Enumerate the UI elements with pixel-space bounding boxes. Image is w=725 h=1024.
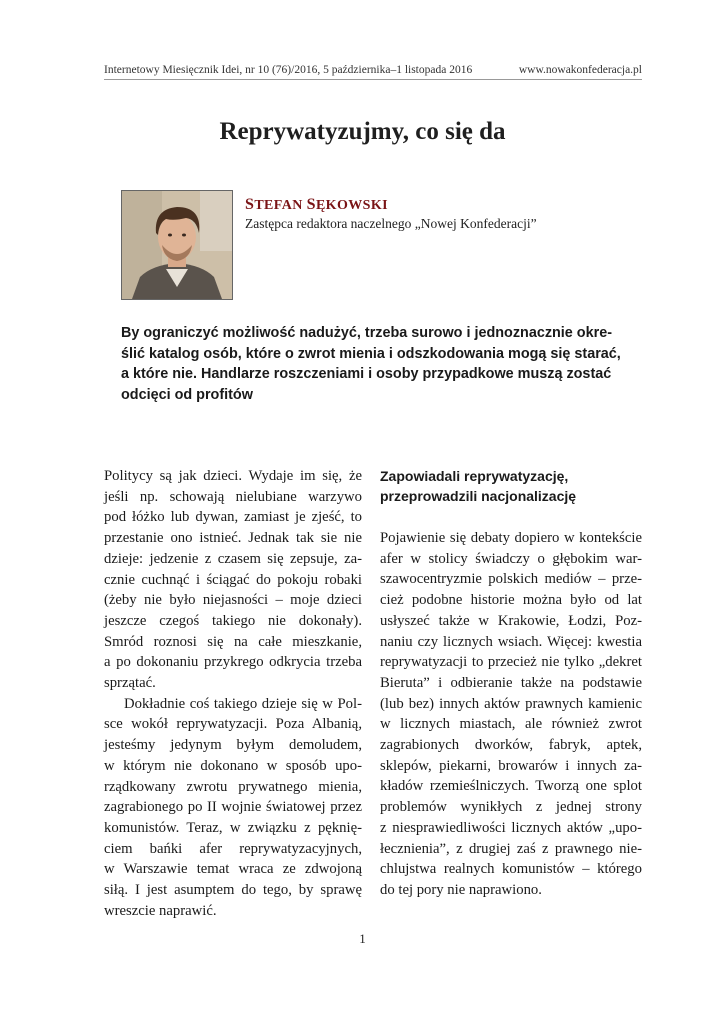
text-line: (żeby nie było niejasności – moje dzieci — [104, 592, 362, 609]
author-role: Zastępca redaktora naczelnego „Nowej Konfederacji” — [245, 216, 537, 231]
text-line: naniu czy licznych wsiach. Więcej: kwestia — [380, 633, 642, 650]
lead-line: By ograniczyć możliwość nadużyć, trzeba surowo i jednoznacznie okre- — [121, 325, 612, 341]
text-line: siłą. I jest asumptem do tego, by sprawę — [104, 882, 362, 899]
text-line: szawocentryzmie polskich mediów – prze- — [380, 571, 642, 588]
text-line: pod łóżko lub dywan, zamiast je zjeść, to — [104, 509, 362, 526]
page-number: 1 — [359, 931, 366, 946]
text-line: zagrabionego po II wojnie światowej przez — [104, 799, 362, 816]
text-line: Smród roznosi się na całe mieszkanie, — [104, 633, 362, 650]
section-subheading: Zapowiadali reprywatyzację, przeprowadzili nacjonalizację — [380, 468, 577, 504]
text-line: w którym nie dokonano w sposób upo- — [104, 757, 362, 774]
paragraph-3 — [380, 528, 642, 901]
issue-info: Internetowy Miesięcznik Idei, nr 10 (76)/2016, 5 października–1 listopada 2016 — [104, 64, 473, 76]
author-name: STEFAN SĘKOWSKI — [245, 196, 388, 213]
text-line: Politycy są jak dzieci. Wydaje im się, że — [104, 468, 362, 484]
text-line: jeśli np. schowają nielubiane warzywo — [104, 488, 362, 505]
text-line: cznie cuchnąć i ściągać do pokoju robaki — [104, 571, 362, 588]
text-line: Dokładnie coś takiego dzieje się w Pol- — [124, 695, 362, 712]
text-line: Pojawienie się debaty dopiero w kontekście — [380, 530, 642, 546]
text-line: dzieje: jedzenie z czasem się zepsuje, za- — [104, 550, 362, 567]
text-line: problemów wynikłych z jednej strony — [380, 799, 642, 816]
text-line: jesteśmy jedynym byłym demoludem, — [104, 737, 362, 754]
text-line: z niesprawiedliwości licznych aktów „upo- — [380, 819, 642, 836]
website-url[interactable]: www.nowakonfederacja.pl — [518, 64, 642, 76]
text-line: w licznych miastach, ale również zwrot — [380, 716, 642, 733]
text-line: sklepów, piekarni, browarów i innych za- — [380, 757, 642, 774]
lead-line: ślić katalog osób, które o zwrot mienia i odszkodowania mogą się starać, — [121, 345, 621, 362]
lead-line: a które nie. Handlarze roszczeniami i osoby przypadkowe muszą zostać — [121, 366, 612, 382]
text-line: sce wokół reprywatyzacji. Poza Albanią, — [104, 716, 362, 733]
text-line: sprzątać. — [104, 675, 156, 692]
text-line: łecznienia”, z drugiej zaś z prawnego nie- — [380, 840, 642, 857]
text-line: cież podobne historie można było od lat — [380, 592, 642, 609]
text-line: rządkowany zwrotu prywatnego mienia, — [104, 778, 362, 795]
text-line: wreszcie naprawić. — [104, 902, 217, 919]
article-title: Reprywatyzujmy, co się da — [219, 118, 506, 145]
text-line: zagrabionych dworków, fabryk, aptek, — [380, 737, 642, 754]
author-portrait-image — [122, 191, 232, 299]
running-header — [104, 64, 642, 80]
text-line: komunistów. Teraz, w związku z pęknię- — [104, 819, 362, 836]
text-line: do tej pory nie naprawiono. — [380, 881, 542, 898]
author-photo — [121, 190, 233, 300]
text-line: jeszcze czegoś takiego nie dokonały). — [104, 612, 362, 629]
text-line: afer w stolicy świadczy o głębokim war- — [380, 550, 642, 567]
text-line: w Warszawie temat wraca ze zdwojoną — [104, 861, 362, 878]
paragraph-1 — [104, 466, 362, 694]
text-line: usłyszeć także w Krakowie, Łodzi, Poz- — [380, 612, 642, 629]
text-line: ciem bańki afer reprywatyzacyjnych, — [104, 840, 362, 857]
text-line: a po dokonaniu przykrego odkrycia trzeba — [104, 654, 362, 671]
text-line: Bieruta” i odbieranie także na podstawie — [380, 674, 642, 691]
paragraph-2 — [104, 694, 362, 922]
text-line: kładów rzemieślniczych. Tworzą one splot — [380, 778, 642, 795]
body-column-right — [380, 466, 642, 901]
lead-line: odcięci od profitów — [121, 386, 253, 403]
text-line: chlujstwa realnych komunistów – którego — [380, 861, 642, 878]
body-column-left — [104, 466, 362, 921]
text-line: reprywatyzacji to przecież nie tylko „dekret — [380, 654, 642, 671]
text-line: przestanie ono istnieć. Jednak tak sie nie — [104, 530, 362, 547]
article-lead — [121, 323, 641, 405]
text-line: (lub bez) innych aktów prawnych kamienic — [380, 695, 642, 712]
